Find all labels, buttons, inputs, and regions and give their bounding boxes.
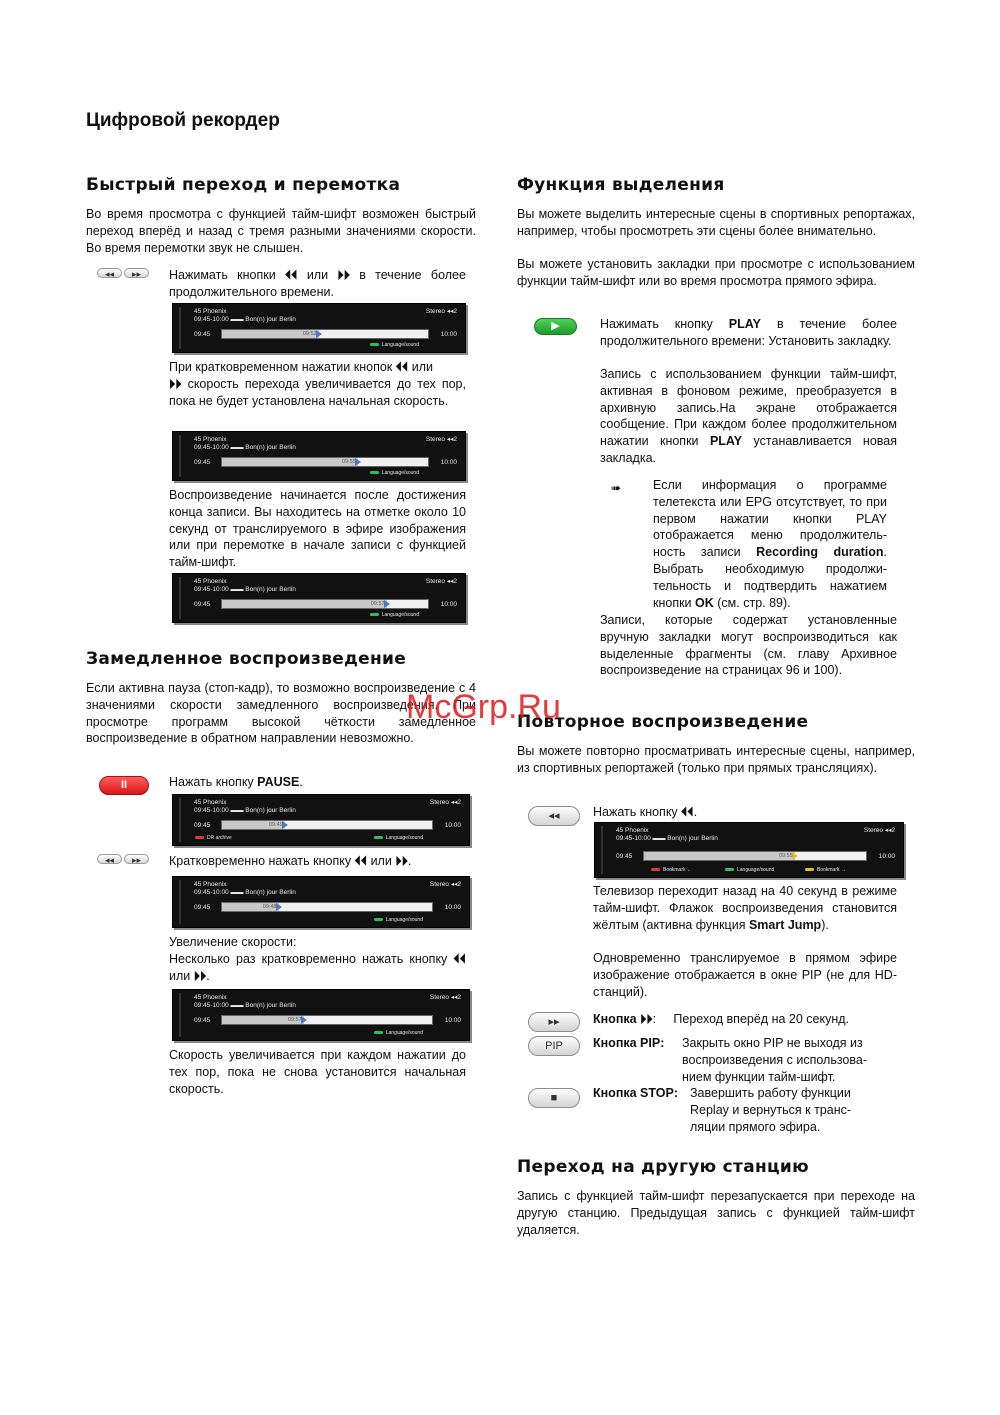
paragraph-tv-jumps-back: Телевизор переходит назад на 40 секунд в режиме тайм-шифт. Флажок воспроизведения становится жёлтым (активна функция Smart Jump).: [593, 884, 897, 932]
paragraph-playback-start: Воспроизведение начинается после достижения конца записи. Вы находитесь на отметке около 10 секунд от транслируемого в эфире изображения или при перемотке в начале записи с функцией тайм-шифт.: [169, 488, 466, 570]
osd-screen-6: 45 Phoenix 09:45-10:00 ▬▬ Bon(n) jour Berlin Stereo ◂◂2 09:45 09:57 10:00 Language/sound: [172, 989, 470, 1041]
osd-screen-replay: 45 Phoenix 09:45-10:00 ▬▬ Bon(n) jour Berlin Stereo ◂◂2 09:45 09:55 10:00 Bookmark ← Language/sound Bookmark →: [594, 822, 904, 878]
page-title: Цифровой рекордер: [86, 110, 280, 131]
osd-program: 09:45-10:00 ▬▬ Bon(n) jour Berlin: [194, 316, 296, 323]
osd-progress-bar: 09:57: [221, 599, 429, 609]
instruction-press-pause: Нажать кнопку PAUSE.: [169, 775, 303, 789]
paragraph-speed-cycle: Скорость увеличивается при каждом нажатии до тех пор, пока не снова установится начальная скорость.: [169, 1048, 466, 1096]
section-title-highlight: Функция выделения: [517, 175, 725, 195]
osd-dr-archive: DR archive: [195, 835, 232, 842]
fast-forward-button-icon: ▸▸: [124, 854, 149, 864]
osd-screen-4: 45 Phoenix 09:45-10:00 ▬▬ Bon(n) jour Berlin Stereo ◂◂2 09:45 09:49 10:00 DR archive Language/sound: [172, 794, 470, 846]
rewind-button-icon: ◂◂: [97, 854, 122, 864]
forward-large-button-icon: ▸▸: [528, 1012, 580, 1032]
key-stop-text: Завершить работу функции Replay и вернуться к транс-ляции прямого эфира.: [690, 1086, 852, 1134]
osd-screen-1: [172, 303, 466, 353]
osd-bookmark-prev: Bookmark ←: [651, 867, 692, 874]
paragraph-manual-bookmarks: Записи, которые содержат установленные вручную закладки могут воспроизводиться как выделенные фрагменты (см. главу Архивное воспроизведение на страницах 96 и 100).: [600, 613, 897, 678]
section-title-fast-forward: Быстрый переход и перемотка: [86, 175, 401, 195]
osd-bookmark-next: Bookmark →: [805, 867, 846, 874]
osd-channel: 45 Phoenix: [194, 308, 227, 315]
osd-progress-bar: 09:55: [643, 851, 867, 861]
osd-start-time: 09:45: [194, 331, 211, 338]
osd-screen-2: 45 Phoenix 09:45-10:00 ▬▬ Bon(n) jour Berlin Stereo ◂◂2 09:45 09:55 10:00 Language/sound: [172, 431, 466, 481]
paragraph-station-change: Запись с функцией тайм-шифт перезапускается при переходе на другую станцию. Предыдущая запись с функцией тайм-шифт удаляется.: [517, 1189, 915, 1237]
osd-screen-5: 45 Phoenix 09:45-10:00 ▬▬ Bon(n) jour Berlin Stereo ◂◂2 09:45 09:48 10:00 Language/sound: [172, 876, 470, 928]
play-button-icon: ▶: [534, 318, 577, 335]
osd-progress-bar: 09:52: [221, 329, 429, 339]
key-pip-label: Кнопка PIP:: [593, 1036, 665, 1050]
watermark: McGrp.Ru: [406, 688, 561, 726]
instruction-hold-buttons: Нажимать кнопки ⏴⏴ или ⏵⏵ в течение более продолжительного времени.: [169, 268, 466, 299]
osd-audio: Stereo ◂◂2: [425, 308, 457, 315]
osd-progress-bar: 09:57: [221, 1015, 433, 1025]
instruction-press-play: Нажимать кнопку PLAY в течение более продолжительного времени: Установить закладку.: [600, 317, 897, 348]
forward-glyph-icon: ⏵⏵: [337, 268, 350, 282]
osd-language-hint: Language/sound: [370, 342, 419, 349]
osd-progress-bar: 09:48: [221, 902, 433, 912]
paragraph-highlight-1: Вы можете выделить интересные сцены в спортивных репортажах, например, чтобы просмотреть эти сцены более внимательно.: [517, 207, 915, 238]
rewind-button-icon: ◂◂: [97, 268, 122, 278]
instruction-short-press-keys: Кратковременно нажать кнопку ⏴⏴ или ⏵⏵.: [169, 854, 412, 868]
key-pip-text: Закрыть окно PIP не выходя из воспроизведения с использова-нием функции тайм-шифт.: [682, 1036, 868, 1084]
rewind-glyph-icon: ⏴⏴: [285, 268, 298, 282]
key-stop-label: Кнопка STOP:: [593, 1086, 679, 1100]
rewind-large-button-icon: ◂◂: [528, 806, 580, 826]
osd-screen-3: 45 Phoenix 09:45-10:00 ▬▬ Bon(n) jour Berlin Stereo ◂◂2 09:45 09:57 10:00 Language/sound: [172, 573, 466, 623]
osd-progress-bar: 09:49: [221, 820, 433, 830]
instruction-press-rewind: Нажать кнопку ⏴⏴.: [593, 805, 698, 819]
section-title-station-change: Переход на другую станцию: [517, 1157, 809, 1177]
paragraph-fast-forward-intro: Во время просмотра с функцией тайм-шифт возможен быстрый переход вперёд и назад с тремя разными значениями скорости. Во время перемотки звук не слышен.: [86, 207, 476, 255]
paragraph-archive-conversion: Запись с использованием функции тайм-шифт, активная в фоновом режиме, преобразуется в архивную запись.На экране отображается сообщение. При каждом более продолжительном нажатии кнопки PLAY устанавливается новая закладка.: [600, 367, 897, 465]
pause-button-icon: II: [99, 776, 149, 795]
note-arrow-icon: ➠: [611, 481, 622, 495]
fast-forward-button-icon: ▸▸: [124, 268, 149, 278]
stop-button-icon: ■: [528, 1088, 580, 1108]
note-recording-duration: Если информация о программе телетекста или EPG отсутствует, то при первом нажатии кнопки PLAY отображается меню продолжитель-ность записи Recording duration. Выбрать необходимую продолжи-тельность и подтвердить нажатием кнопки OK (см. стр. 89).: [653, 478, 887, 610]
paragraph-pip-live: Одновременно транслируемое в прямом эфире изображение отображается в окне PIP (не для HD-станций).: [593, 951, 897, 999]
section-title-replay: Повторное воспроизведение: [517, 712, 809, 732]
heading-speed-increase: Увеличение скорости:: [169, 935, 297, 949]
instruction-speed-increase: Несколько раз кратковременно нажать кнопку ⏴⏴ или ⏵⏵.: [169, 952, 466, 983]
osd-end-time: 10:00: [440, 331, 457, 338]
key-forward: Кнопка ⏵⏵: Переход вперёд на 20 секунд.: [593, 1012, 850, 1026]
section-title-slow-motion: Замедленное воспроизведение: [86, 649, 407, 669]
paragraph-slow-motion-intro: Если активна пауза (стоп-кадр), то возможно воспроизведение с 4 значениями скорости замедленного воспроизведения. При просмотре программ высокой чёткости замедленное воспроизведение в обратном направлении невозможно.: [86, 681, 476, 746]
instruction-short-press: При кратковременном нажатии кнопок ⏴⏴ или ⏵⏵ скорость перехода увеличивается до тех пор, пока не будет установлена начальная скорость.: [169, 360, 466, 408]
pip-button-icon: PIP: [528, 1036, 580, 1056]
paragraph-highlight-2: Вы можете установить закладки при просмотре с использованием функции тайм-шифт или во время просмотра прямого эфира.: [517, 257, 915, 288]
osd-progress-bar: 09:55: [221, 457, 429, 467]
paragraph-replay-intro: Вы можете повторно просматривать интересные сцены, например, из спортивных репортажей (только при прямых трансляциях).: [517, 744, 915, 775]
